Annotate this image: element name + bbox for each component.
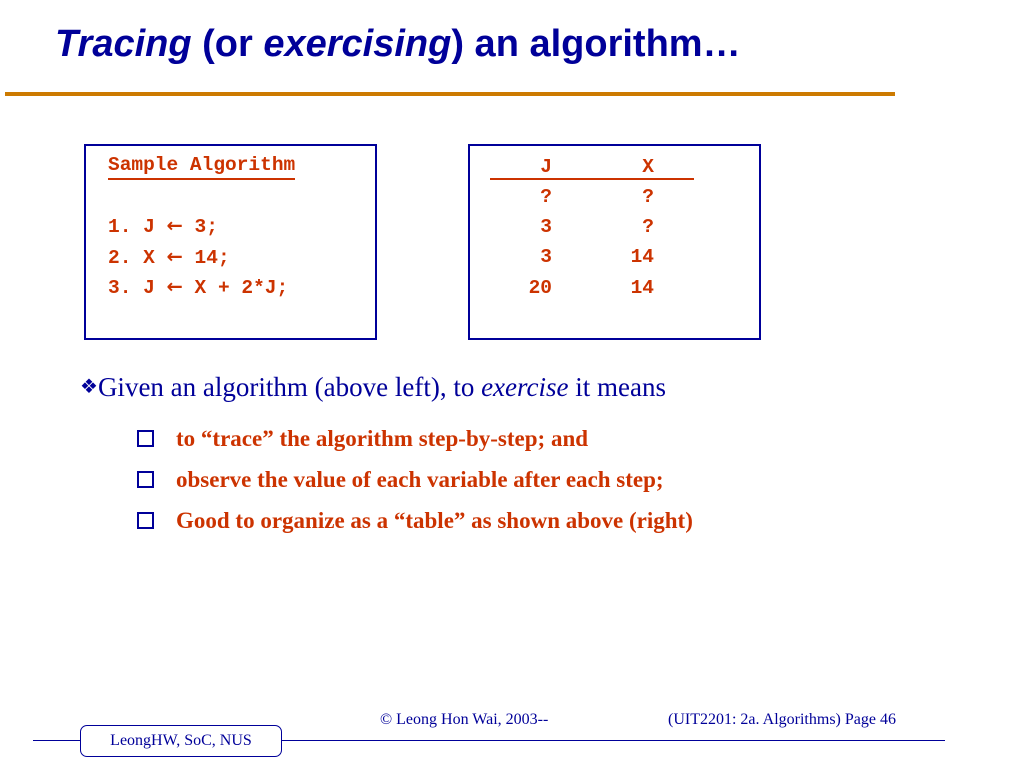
diamond-bullet-icon: ❖ <box>80 374 98 398</box>
left-arrow-icon: ← <box>166 244 183 268</box>
trace-cell-x: ? <box>642 216 654 238</box>
main-bullet <box>80 372 666 403</box>
title-rest: ) an algorithm… <box>451 23 741 65</box>
title-divider <box>5 92 895 96</box>
trace-cell-j: 3 <box>540 246 552 268</box>
title-tracing: Tracing <box>55 23 192 65</box>
footer-copyright: © Leong Hon Wai, 2003-- <box>380 711 549 728</box>
trace-cell-j: 20 <box>528 277 552 299</box>
main-bullet-emphasis: exercise <box>481 372 569 402</box>
trace-cell-j: 3 <box>540 216 552 238</box>
sub-bullet-text: to “trace” the algorithm step-by-step; and <box>176 425 589 451</box>
title-exercising: exercising <box>263 23 452 65</box>
footer-page-number: (UIT2201: 2a. Algorithms) Page 46 <box>668 711 896 728</box>
sub-bullet <box>137 500 693 541</box>
blank-line <box>108 181 375 212</box>
trace-cell-x: 14 <box>630 246 654 268</box>
main-bullet-text-after: it means <box>568 372 666 402</box>
left-arrow-icon: ← <box>166 275 183 298</box>
algorithm-step-3 <box>108 272 375 303</box>
step-2-suffix: 14; <box>182 246 230 269</box>
column-header-j: J <box>540 156 552 178</box>
sub-bullet-text: observe the value of each variable after each step; <box>176 466 664 492</box>
algorithm-step-2 <box>108 242 375 273</box>
sub-bullet <box>137 418 693 459</box>
sub-bullet <box>137 459 693 500</box>
step-3-suffix: X + 2*J; <box>182 277 289 299</box>
algorithm-heading: Sample Algorithm <box>108 152 295 180</box>
sample-algorithm-box <box>84 144 377 340</box>
trace-table-box <box>468 144 761 340</box>
trace-cell-j: ? <box>540 186 552 208</box>
algorithm-step-1 <box>108 211 375 242</box>
column-header-x: X <box>642 156 654 178</box>
main-bullet-text-before: Given an algorithm (above left), to <box>97 372 482 402</box>
step-2-prefix: 2. X <box>108 246 167 269</box>
trace-cell-x: 14 <box>630 277 654 299</box>
square-bullet-icon <box>137 471 154 488</box>
footer-author-tag: LeongHW, SoC, NUS <box>80 725 282 757</box>
square-bullet-icon <box>137 512 154 529</box>
square-bullet-icon <box>137 430 154 447</box>
trace-cell-x: ? <box>642 186 654 208</box>
step-1-prefix: 1. J <box>108 216 167 238</box>
step-3-prefix: 3. J <box>108 277 167 299</box>
step-1-suffix: 3; <box>182 216 218 238</box>
left-arrow-icon: ← <box>166 214 183 237</box>
sub-bullet-text: Good to organize as a “table” as shown above (right) <box>176 507 693 533</box>
slide-title <box>55 22 741 68</box>
title-or: (or <box>191 23 264 65</box>
sub-bullet-list <box>137 418 693 541</box>
